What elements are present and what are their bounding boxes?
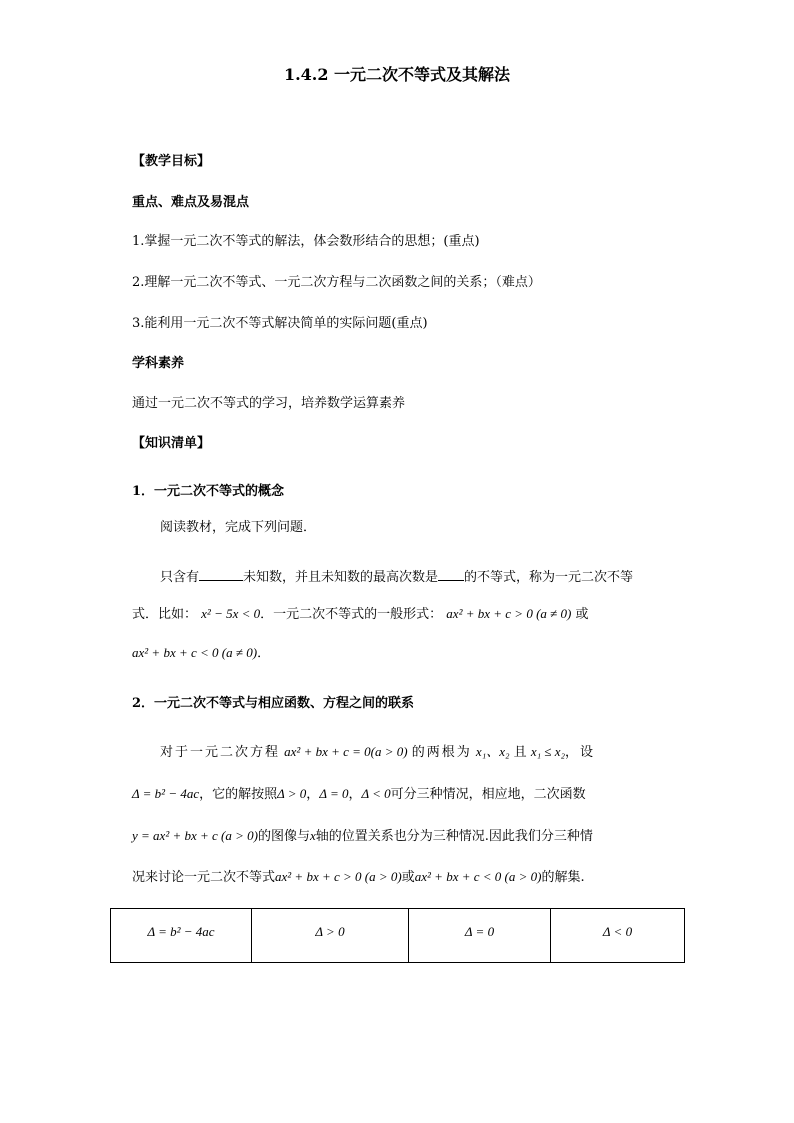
concept-text-f: 或: [575, 607, 589, 622]
relation-text-m: 的解集.: [541, 870, 585, 885]
concept-text-b: 未知数，并且未知数的最高次数是: [243, 570, 439, 585]
answer-blank-2[interactable]: [438, 568, 464, 581]
quadratic-function: y = ax² + bx + c (a > 0): [132, 828, 258, 843]
inequality-lt: ax² + bx + c < 0 (a > 0): [414, 869, 542, 884]
relation-text-l: 或: [401, 870, 415, 885]
quadratic-equation: ax² + bx + c = 0(a > 0): [284, 744, 408, 759]
knowledge-heading: 【知识清单】: [132, 436, 211, 451]
x-axis-variable: x: [310, 828, 316, 843]
answer-blank-1[interactable]: [199, 568, 243, 581]
case-positive: Δ > 0: [277, 786, 307, 801]
concept-line-3: [132, 642, 270, 661]
section-2-title: 2．一元二次不等式与相应函数、方程之间的联系: [132, 696, 415, 711]
concept-text-g: ．: [257, 646, 271, 661]
relation-text-k: 况来讨论一元二次不等式: [132, 870, 276, 885]
goal-item-3: 3.能利用一元二次不等式解决简单的实际问题(重点): [132, 316, 428, 331]
discriminant-table: [110, 908, 685, 963]
goals-heading: 【教学目标】: [132, 154, 211, 169]
concept-line-2: [132, 603, 589, 622]
table-header-zero: Δ = 0: [409, 909, 551, 963]
case-zero: Δ = 0: [319, 786, 349, 801]
relation-line-4: [132, 866, 585, 885]
discriminant: Δ = b² − 4ac: [132, 786, 200, 801]
relation-text-j: 轴的位置关系也分为三种情况.因此我们分三种情: [315, 829, 593, 844]
relation-line-2: [132, 783, 586, 802]
table-row: [111, 909, 685, 963]
goal-item-2: 2.理解一元二次不等式、一元二次方程与二次函数之间的关系；（难点）: [132, 275, 541, 290]
section-1-title: 1．一元二次不等式的概念: [132, 484, 285, 499]
concept-text-d: 式．比如：: [132, 607, 198, 622]
relation-text-f: ，: [306, 787, 320, 802]
table-header-discriminant: Δ = b² − 4ac: [111, 909, 252, 963]
goal-item-1: 1.掌握一元二次不等式的解法，体会数形结合的思想；(重点): [132, 234, 480, 249]
relation-text-a: 对于一元二次方程: [160, 745, 281, 760]
page-title: 1.4.2 一元二次不等式及其解法: [283, 65, 511, 84]
table-header-positive: Δ > 0: [252, 909, 409, 963]
relation-text-c: 且: [513, 745, 527, 760]
general-form-lt: ax² + bx + c < 0 (a ≠ 0): [132, 645, 258, 660]
relation-text-h: 可分三种情况，相应地，二次函数: [390, 787, 586, 802]
case-negative: Δ < 0: [361, 786, 391, 801]
relation-text-d: ，设: [565, 745, 596, 760]
concept-text-e: ．一元二次不等式的一般形式：: [260, 607, 443, 622]
roots: x₁、x₂: [475, 744, 510, 759]
relation-line-1: [160, 741, 595, 760]
relation-text-g: ，: [348, 787, 362, 802]
concept-line-1: [160, 566, 633, 585]
literacy-text: 通过一元二次不等式的学习，培养数学运算素养: [132, 396, 406, 411]
literacy-heading: 学科素养: [132, 356, 185, 371]
table-header-negative: Δ < 0: [551, 909, 685, 963]
relation-text-i: 的图像与: [257, 829, 310, 844]
concept-text-a: 只含有: [160, 570, 200, 585]
relation-text-e: ，它的解按照: [199, 787, 278, 802]
general-form-gt: ax² + bx + c > 0 (a ≠ 0): [446, 606, 572, 621]
key-points-heading: 重点、难点及易混点: [132, 195, 250, 210]
concept-text-c: 的不等式，称为一元二次不等: [464, 570, 634, 585]
section-1-intro: 阅读教材，完成下列问题．: [160, 520, 317, 535]
relation-text-b: 的两根为: [411, 745, 472, 760]
inequality-gt: ax² + bx + c > 0 (a > 0): [275, 869, 402, 884]
root-order: x₁ ≤ x₂: [530, 744, 566, 759]
example-inequality: x² − 5x < 0: [201, 606, 261, 621]
relation-line-3: [132, 825, 593, 844]
